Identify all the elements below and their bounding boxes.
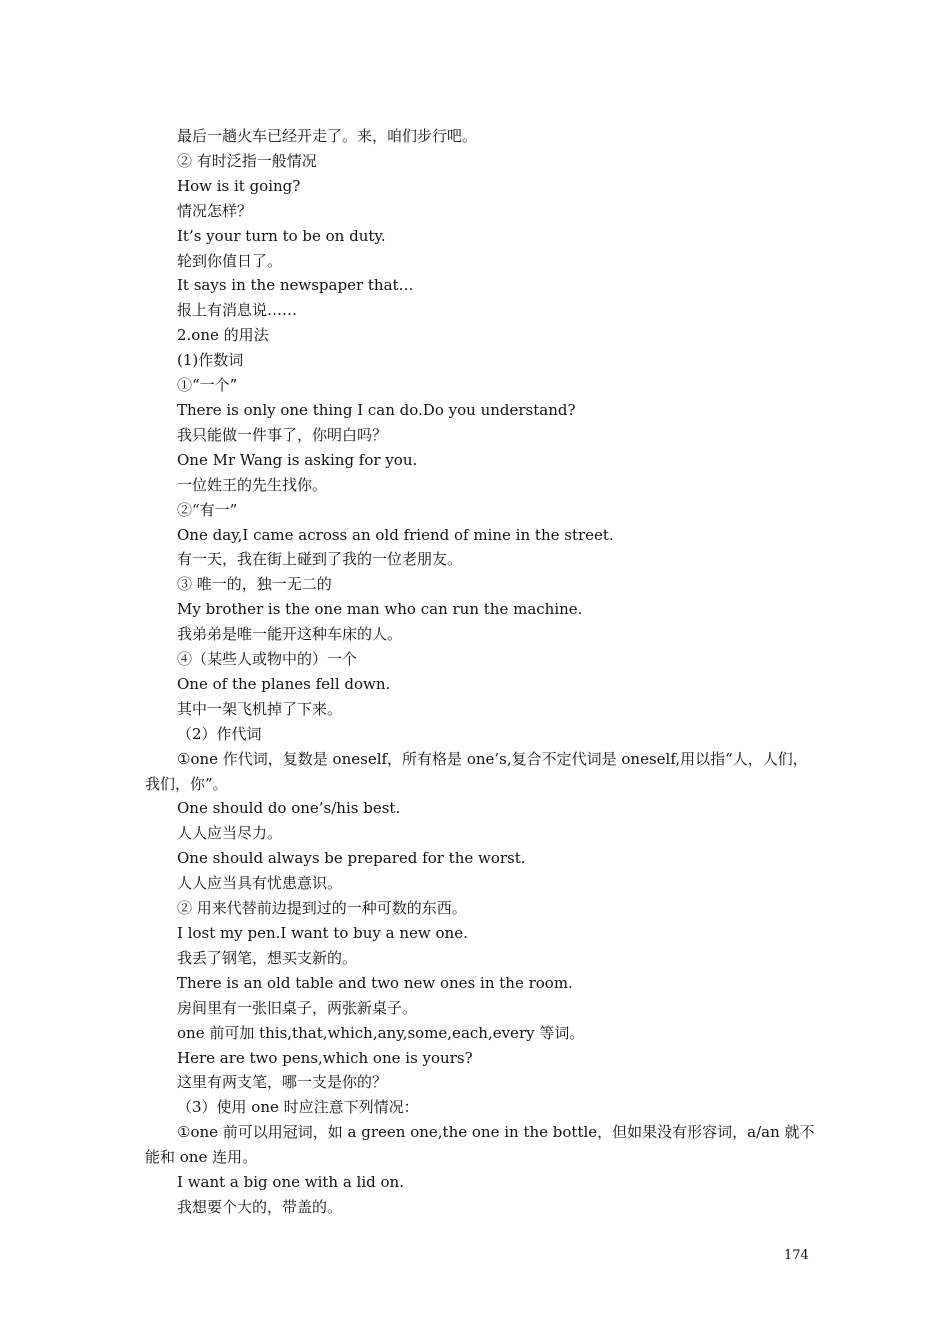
section-heading: 2.one 的用法 [177,326,269,345]
text-line: ④（某些人或物中的）一个 [177,650,358,669]
text-line: 人人应当尽力。 [177,824,283,843]
text-line: One day,I came across an old friend of mine in the street. [177,525,614,544]
text-line: I lost my pen.I want to buy a new one. [177,924,468,942]
paragraph: ①one 前可以用冠词，如 a green one,the one in the bottle，但如果没有形容词，a/an 就不能和 one 连用。 [145,1123,815,1167]
subsection-heading: (1)作数词 [177,351,244,370]
text-line: How is it going? [177,176,301,195]
text-line: One Mr Wang is asking for you. [177,450,418,469]
text-line: ②“有一” [177,500,238,519]
text-line: 我弟弟是唯一能开这种车床的人。 [177,625,403,644]
text-line: One should always be prepared for the worst. [177,849,526,868]
text-line: 这里有两支笔，哪一支是你的？ [177,1073,388,1092]
text-line: It says in the newspaper that… [177,276,414,295]
text-line: 其中一架飞机掉了下来。 [177,699,343,718]
text-line: ①“一个” [177,376,238,395]
text-line: 最后一趟火车已经开走了。来，咱们步行吧。 [177,127,478,145]
text-line: ② 有时泛指一般情况 [177,151,317,170]
text-line: 我丢了钢笔，想买支新的。 [177,948,358,967]
paragraph: ①one 作代词，复数是 oneself，所有格是 one’s,复合不定代词是 oneself,用以指“人，人们，我们，你”。 [145,749,808,793]
text-line: 我只能做一件事了，你明白吗？ [177,425,388,444]
text-line: One should do one’s/his best. [177,799,401,818]
text-line: 轮到你值日了。 [177,251,283,270]
text-line: There is only one thing I can do.Do you understand? [177,400,576,419]
text-line: 一位姓王的先生找你。 [177,475,328,494]
page-content [145,124,817,1220]
page-number: 174 [784,1248,809,1263]
text-line: 人人应当具有忧患意识。 [177,874,343,893]
text-line: 我想要个大的，带盖的。 [177,1197,343,1216]
subsection-heading: （2）作代词 [177,724,262,743]
text-line: 情况怎样？ [177,201,253,220]
text-line: There is an old table and two new ones in the room. [177,973,573,992]
subsection-heading: （3）使用 one 时应注意下列情况： [177,1098,419,1117]
text-line: 房间里有一张旧桌子，两张新桌子。 [177,998,418,1017]
text-line: ② 用来代替前边提到过的一种可数的东西。 [177,899,467,918]
text-line: one 前可加 this,that,which,any,some,each,every 等词。 [177,1023,585,1042]
text-line: One of the planes fell down. [177,674,391,693]
text-line: Here are two pens,which one is yours? [177,1048,473,1067]
text-line: 有一天，我在街上碰到了我的一位老朋友。 [177,550,463,569]
text-line: It’s your turn to be on duty. [177,226,386,245]
text-line: ③ 唯一的，独一无二的 [177,575,332,594]
text-line: 报上有消息说…… [177,301,298,320]
text-line: My brother is the one man who can run the machine. [177,600,583,619]
text-line: I want a big one with a lid on. [177,1173,404,1192]
